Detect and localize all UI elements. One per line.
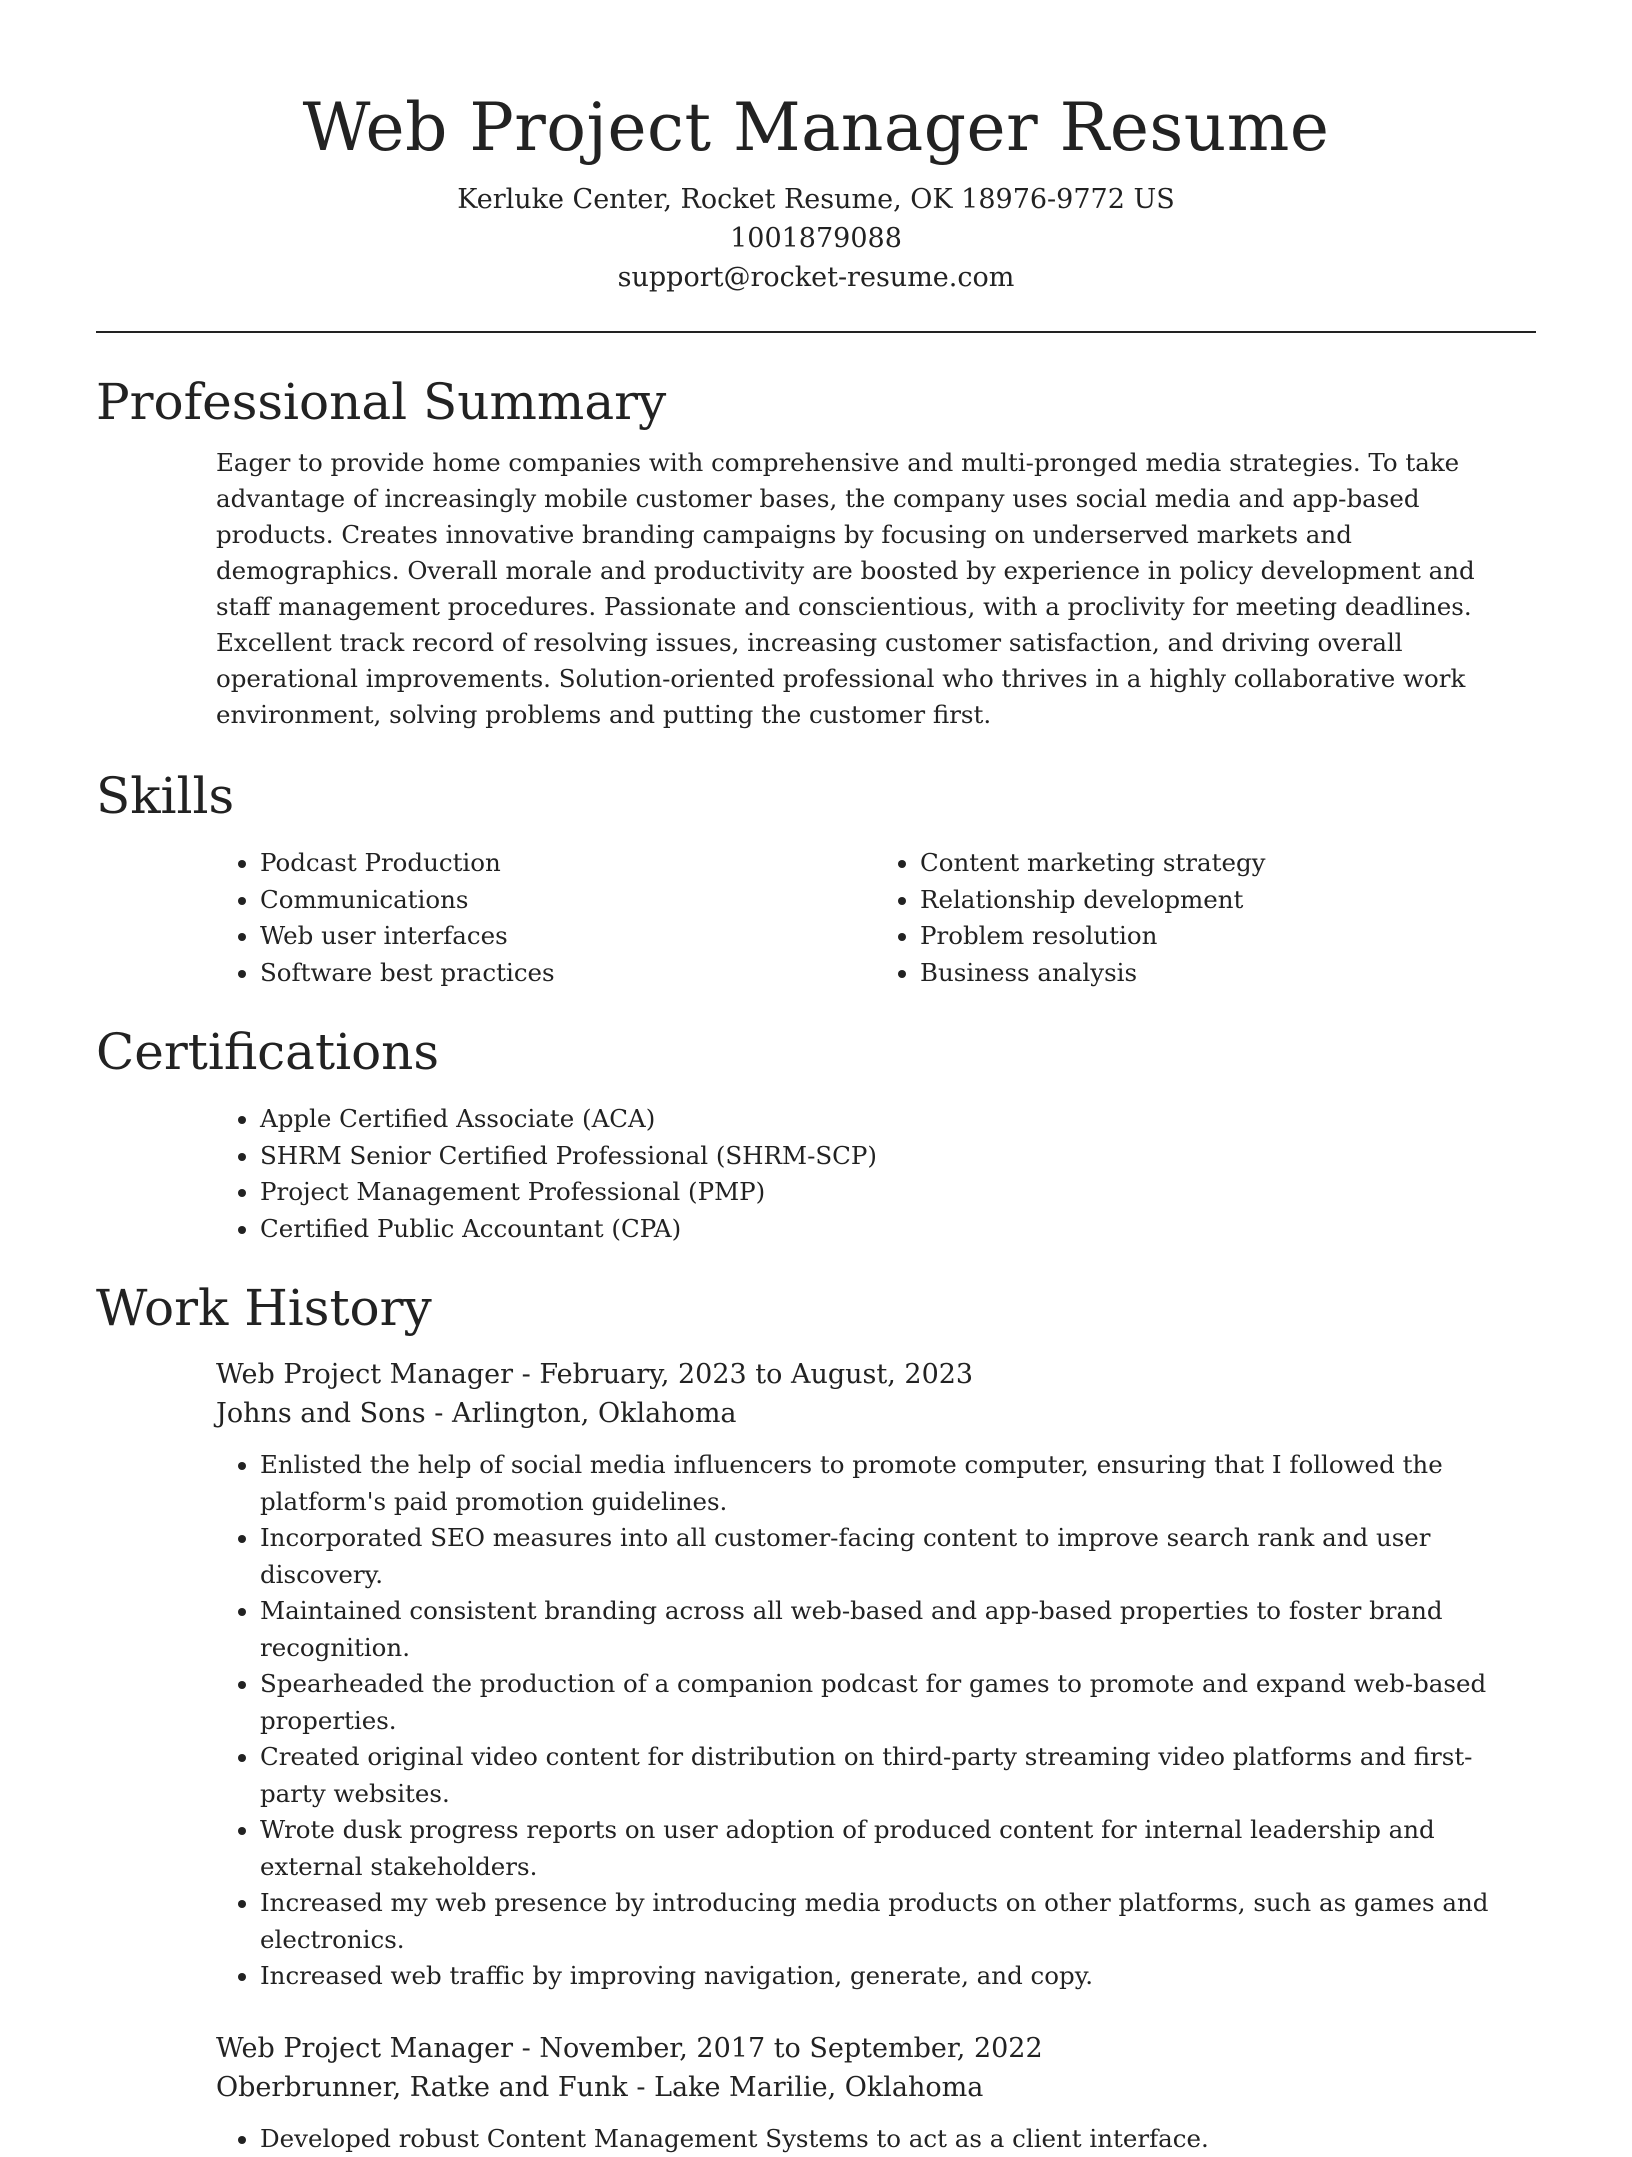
skills-column-right (876, 845, 1536, 991)
job-entry (216, 2029, 1536, 2157)
duty-item: • Increased my web presence by introducing media products on other platforms, such as games and electronics. (260, 1885, 1536, 1958)
skill-item: • Podcast Production (260, 845, 876, 882)
work-history-heading: Work History (96, 1273, 1536, 1343)
duty-item: • Created original video content for distribution on third-party streaming video platforms and first-party websites. (260, 1739, 1536, 1812)
job-title: Web Project Manager (216, 2033, 513, 2064)
duty-item: • Spearheaded the production of a companion podcast for games to promote and expand web-based properties. (260, 1666, 1536, 1739)
skills-column-left (216, 845, 876, 991)
skills-heading: Skills (96, 761, 1536, 831)
skills-section (96, 761, 1536, 991)
duty-item: • Developed robust Content Management Systems to act as a client interface. (260, 2121, 1536, 2157)
job-title-line: Web Project Manager - February, 2023 to August, 2023 (216, 1355, 1536, 1394)
skill-item: • Communications (260, 882, 876, 919)
job-company-line: Johns and Sons - Arlington, Oklahoma (216, 1394, 1536, 1433)
skill-item: • Relationship development (920, 882, 1536, 919)
job-dates: November, 2017 to September, 2022 (539, 2033, 1042, 2064)
certifications-heading: Certifications (96, 1017, 1536, 1087)
contact-phone: 1001879088 (96, 219, 1536, 258)
certifications-list (216, 1101, 1536, 1247)
duty-item: • Enlisted the help of social media influencers to promote computer, ensuring that I followed the platform's paid promotion guidelines. (260, 1447, 1536, 1520)
skill-item: • Problem resolution (920, 918, 1536, 955)
job-location: Arlington, Oklahoma (452, 1398, 737, 1429)
summary-section (96, 367, 1536, 733)
job-title-line: Web Project Manager - November, 2017 to September, 2022 (216, 2029, 1536, 2068)
job-title: Web Project Manager (216, 1359, 513, 1390)
job-dates: February, 2023 to August, 2023 (539, 1359, 973, 1390)
contact-email: support@rocket-resume.com (96, 258, 1536, 297)
contact-block (96, 180, 1536, 297)
skill-item: • Software best practices (260, 955, 876, 992)
certification-item: • Project Management Professional (PMP) (260, 1174, 1536, 1211)
duty-item: • Maintained consistent branding across all web-based and app-based properties to foster brand recognition. (260, 1593, 1536, 1666)
skill-item: • Business analysis (920, 955, 1536, 992)
resume-title: Web Project Manager Resume (96, 82, 1536, 174)
job-duties-list (216, 2121, 1536, 2157)
duty-item: • Increased web traffic by improving navigation, generate, and copy. (260, 1958, 1536, 1995)
contact-address: Kerluke Center, Rocket Resume, OK 18976-9772 US (96, 180, 1536, 219)
resume-header (96, 0, 1536, 297)
job-location: Lake Marilie, Oklahoma (654, 2072, 983, 2103)
job-company: Johns and Sons (216, 1398, 426, 1429)
duty-item: • Incorporated SEO measures into all customer-facing content to improve search rank and user discovery. (260, 1520, 1536, 1593)
job-company: Oberbrunner, Ratke and Funk (216, 2072, 628, 2103)
work-history-section (96, 1273, 1536, 2157)
summary-heading: Professional Summary (96, 367, 1536, 437)
certifications-section (96, 1017, 1536, 1247)
certification-item: • SHRM Senior Certified Professional (SHRM-SCP) (260, 1138, 1536, 1175)
resume-page (96, 0, 1536, 2157)
skill-item: • Content marketing strategy (920, 845, 1536, 882)
skills-grid (216, 845, 1536, 991)
certification-item: • Apple Certified Associate (ACA) (260, 1101, 1536, 1138)
duty-item: • Wrote dusk progress reports on user adoption of produced content for internal leadership and external stakeholders. (260, 1812, 1536, 1885)
job-entry (216, 1355, 1536, 1995)
job-duties-list (216, 1447, 1536, 1995)
certification-item: • Certified Public Accountant (CPA) (260, 1211, 1536, 1248)
summary-text: Eager to provide home companies with comprehensive and multi-pronged media strategies. To take advantage of increasingly mobile customer bases, the company uses social media and app-based products. Creates innovative branding campaigns by focusing on underserved markets and demographics. Overall morale and productivity are boosted by experience in policy development and staff management procedures. Passionate and conscientious, with a proclivity for meeting deadlines. Excellent track record of resolving issues, increasing customer satisfaction, and driving overall operational improvements. Solution-oriented professional who thrives in a highly collaborative work environment, solving problems and putting the customer first. (216, 445, 1536, 733)
header-divider (96, 331, 1536, 333)
job-company-line: Oberbrunner, Ratke and Funk - Lake Marilie, Oklahoma (216, 2068, 1536, 2107)
skill-item: • Web user interfaces (260, 918, 876, 955)
